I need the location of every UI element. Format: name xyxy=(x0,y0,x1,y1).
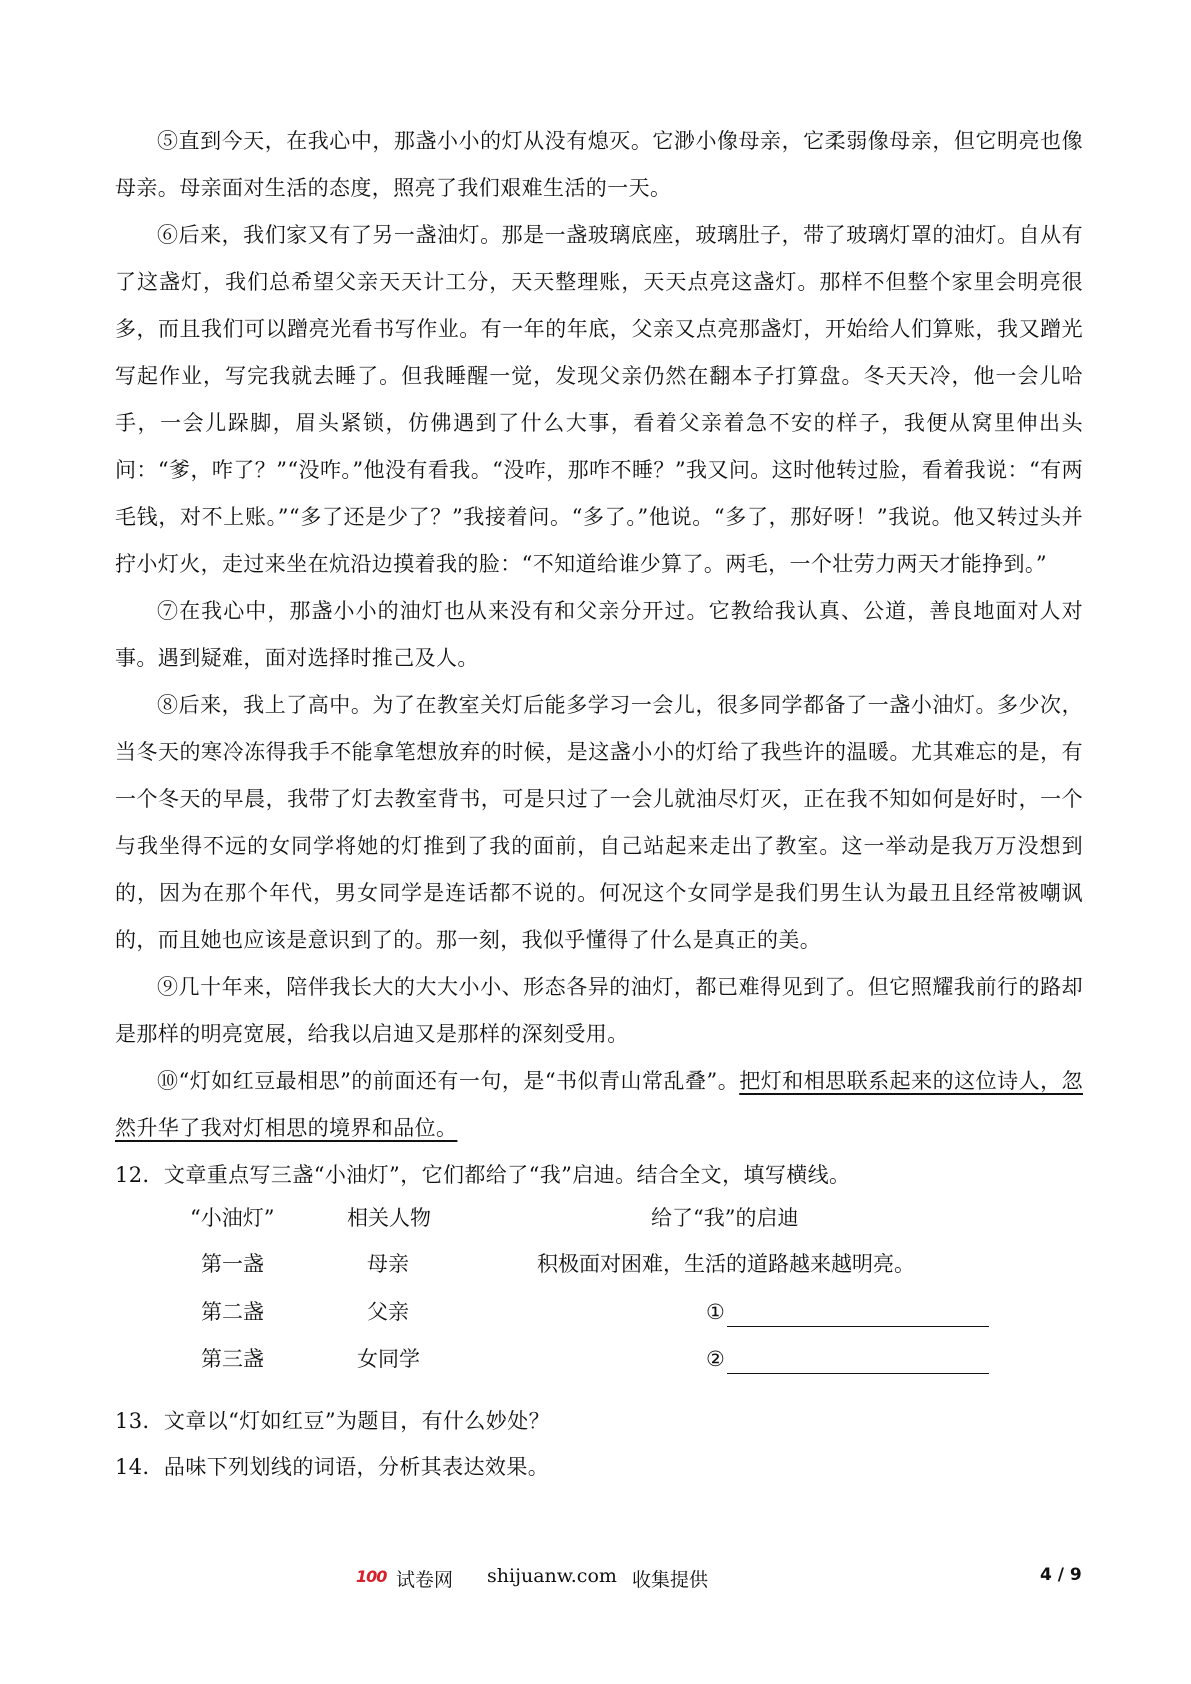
paragraph-5: ⑤直到今天，在我心中，那盏小小的灯从没有熄灭。它渺小像母亲，它柔弱像母亲，但它明亮也像母亲。母亲面对生活的态度，照亮了我们艰难生活的一天。 xyxy=(115,129,1083,200)
question-14: 14．品味下列划线的词语，分析其表达效果。 xyxy=(115,1455,550,1479)
underlined-sentence: 把灯和相思联系起来的这位诗人，忽然升华了我对灯相思的境界和品位。 xyxy=(115,1069,1083,1140)
answer-blank-1[interactable] xyxy=(706,1297,989,1327)
lamp-table xyxy=(115,1198,1083,1398)
row3-lamp: 第三盏 xyxy=(201,1347,264,1371)
site-logo: 100 xyxy=(356,1567,387,1586)
page-footer xyxy=(0,1561,1191,1601)
paragraph-8: ⑧后来，我上了高中。为了在教室关灯后能多学习一会儿，很多同学都备了一盏小油灯。多少次，当冬天的寒冷冻得我手不能拿笔想放弃的时候，是这盏小小的灯给了我些许的温暖。尤其难忘的是，有一个冬天的早晨，我带了灯去教室背书，可是只过了一会儿就油尽灯灭，正在我不知如何是好时，一个与我坐得不远的女同学将她的灯推到了我的面前，自己站起来走出了教室。这一举动是我万万没想到的，因为在那个年代，男女同学是连话都不说的。何况这个女同学是我们男生认为最丑且经常被嘲讽的，而且她也应该是意识到了的。那一刻，我似乎懂得了什么是真正的美。 xyxy=(115,693,1083,952)
page-number: 4 / 9 xyxy=(1040,1565,1082,1585)
header-person: 相关人物 xyxy=(347,1206,431,1230)
answer-line-1[interactable] xyxy=(727,1304,989,1327)
answer-2-marker: ② xyxy=(706,1347,725,1371)
paragraph-10 xyxy=(115,1058,1083,1152)
row3-person: 女同学 xyxy=(357,1347,420,1371)
article-body xyxy=(115,118,1083,1490)
paragraph-6: ⑥后来，我们家又有了另一盏油灯。那是一盏玻璃底座，玻璃肚子，带了玻璃灯罩的油灯。自从有了这盏灯，我们总希望父亲天天计工分，天天整理账，天天点亮这盏灯。那样不但整个家里会明亮很多，而且我们可以蹭亮光看书写作业。有一年的年底，父亲又点亮那盏灯，开始给人们算账，我又蹭光写起作业，写完我就去睡了。但我睡醒一觉，发现父亲仍然在翻本子打算盘。冬天天冷，他一会儿哈手，一会儿跺脚，眉头紧锁，仿佛遇到了什么大事，看着父亲着急不安的样子，我便从窝里伸出头问：“爹，咋了？”“没咋。”他没有看我。“没咋，那咋不睡？”我又问。这时他转过脸，看着我说：“有两毛钱，对不上账。”“多了还是少了？”我接着问。“多了。”他说。“多了，那好呀！”我说。他又转过头并拧小灯火，走过来坐在炕沿边摸着我的脸：“不知道给谁少算了。两毛，一个壮劳力两天才能挣到。” xyxy=(115,223,1083,576)
row1-insight: 积极面对困难，生活的道路越来越明亮。 xyxy=(537,1252,915,1276)
paragraph-9: ⑨几十年来，陪伴我长大的大大小小、形态各异的油灯，都已难得见到了。但它照耀我前行的路却是那样的明亮宽展，给我以启迪又是那样的深刻受用。 xyxy=(115,975,1083,1046)
answer-line-2[interactable] xyxy=(727,1351,989,1374)
question-13: 13．文章以“灯如红豆”为题目，有什么妙处？ xyxy=(115,1409,550,1433)
header-lamp: “小油灯” xyxy=(190,1206,275,1230)
row1-person: 母亲 xyxy=(367,1252,409,1276)
row2-lamp: 第二盏 xyxy=(201,1300,264,1324)
site-name: 试卷网 xyxy=(396,1569,454,1591)
header-insight: 给了“我”的启迪 xyxy=(651,1206,799,1230)
row1-lamp: 第一盏 xyxy=(201,1252,264,1276)
provider-text: 收集提供 xyxy=(632,1569,709,1591)
question-12: 12．文章重点写三盏“小油灯”，它们都给了“我”启迪。结合全文，填写横线。 xyxy=(115,1163,851,1187)
paragraph-7: ⑦在我心中，那盏小小的油灯也从来没有和父亲分开过。它教给我认真、公道，善良地面对人对事。遇到疑难，面对选择时推己及人。 xyxy=(115,599,1083,670)
site-url[interactable]: shijuanw.com xyxy=(487,1565,617,1587)
paragraph-10-text: ⑩“灯如红豆最相思”的前面还有一句，是“书似青山常乱叠”。 xyxy=(157,1069,740,1093)
row2-person: 父亲 xyxy=(367,1300,409,1324)
answer-blank-2[interactable] xyxy=(706,1344,989,1374)
answer-1-marker: ① xyxy=(706,1300,725,1324)
